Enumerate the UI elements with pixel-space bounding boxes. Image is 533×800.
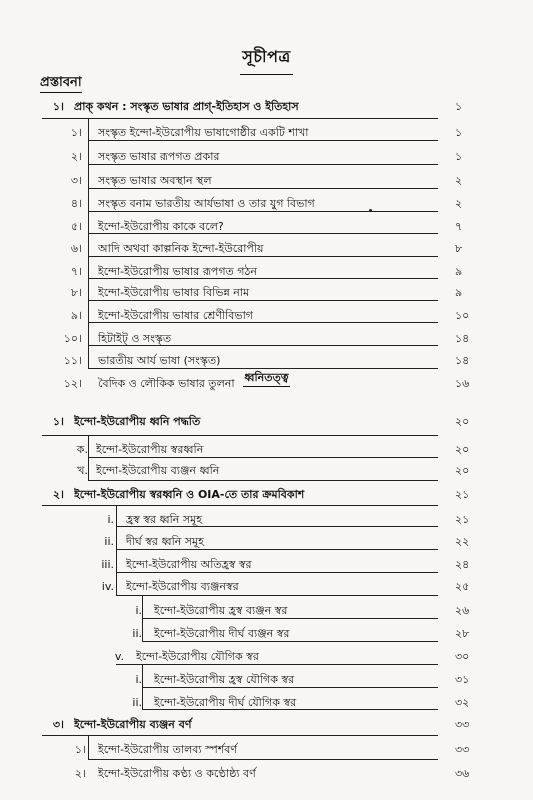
toc-entry-number: ২।	[70, 150, 82, 163]
toc-entry-number: ১।	[52, 415, 64, 428]
toc-entry-number: i.	[135, 673, 142, 686]
toc-entry-page: ৩৬	[455, 767, 470, 780]
toc-entry-number: ১১।	[63, 354, 82, 367]
toc-rule	[88, 211, 438, 212]
toc-entry-title: ইন্দো-ইউরোপীয় ভাষার বিভিন্ন নাম	[98, 286, 250, 299]
toc-rule	[142, 664, 143, 709]
toc-entry	[0, 413, 533, 431]
toc-entry-number: iv.	[101, 580, 114, 593]
toc-entry-title: ইন্দো-ইউরোপীয় কাকে বলে?	[98, 220, 224, 233]
toc-entry-number: ৮।	[70, 286, 82, 299]
toc-entry-number: ৬।	[70, 242, 82, 255]
toc-rule	[142, 595, 143, 641]
toc-rule	[116, 549, 438, 550]
toc-entry-page: ১৪	[455, 354, 470, 367]
toc-entry-title: ইন্দো-ইউরোপীয় ব্যঞ্জন ধ্বনি	[96, 464, 220, 477]
toc-rule	[88, 256, 438, 257]
section-heading-prelim: প্রস্তাবনা	[40, 73, 82, 94]
toc-entry-title: প্রাক্ কথন : সংস্কৃত ভাষার প্রাগ্-ইতিহাস ও ইতিহাস	[74, 100, 299, 113]
toc-entry-title: ইন্দো-ইউরোপীয় ভাষার রূপগত গঠন	[98, 265, 257, 278]
toc-entry-number: ২।	[52, 488, 64, 501]
toc-entry-number: ১।	[70, 126, 82, 139]
toc-rule	[88, 118, 89, 368]
toc-entry-title: ইন্দো-ইউরোপীয় তালব্য স্পর্শবর্ণ	[98, 743, 238, 756]
toc-entry	[0, 98, 533, 116]
toc-entry-page: ১	[455, 150, 463, 163]
toc-entry-page: ২৪	[455, 558, 470, 571]
toc-entry	[0, 578, 533, 596]
toc-rule	[116, 505, 117, 595]
toc-entry-number: ১।	[52, 100, 64, 113]
toc-entry-page: ৩৩	[455, 718, 470, 731]
toc-entry-number: v.	[114, 650, 124, 663]
toc-entry-page: ৮	[455, 242, 463, 255]
toc-entry-title: ইন্দো-ইউরোপীয় ব্যঞ্জন বর্ণ	[74, 718, 192, 731]
toc-rule	[88, 735, 89, 759]
toc-entry-number: ৫।	[70, 220, 82, 233]
toc-entry-number: ৪।	[70, 197, 82, 210]
toc-rule	[88, 140, 438, 141]
toc-rule	[88, 480, 438, 481]
toc-entry-number: iii.	[101, 558, 114, 571]
toc-entry-page: ১	[455, 100, 463, 113]
page-title: সূচীপত্র	[0, 44, 533, 75]
toc-entry-number: ii.	[132, 696, 142, 709]
toc-entry-page: ২৮	[455, 627, 470, 640]
toc-entry-title: ভারতীয় আর্য ভাষা (সংস্কৃত)	[98, 354, 221, 367]
toc-entry-page: ২০	[455, 415, 470, 428]
toc-entry-title: ইন্দো-ইউরোপীয় ধ্বনি পদ্ধতি	[74, 415, 201, 428]
toc-entry-title: ইন্দো-ইউরোপীয় কণ্ঠ্য ও কণ্ঠোষ্ঠ্য বর্ণ	[98, 767, 256, 780]
toc-rule	[88, 300, 438, 301]
toc-entry-number: ১।	[74, 743, 86, 756]
toc-entry-page: ২০	[455, 464, 470, 477]
toc-entry-title: ইন্দো-ইউরোপীয় দীর্ঘ যৌগিক স্বর	[154, 696, 297, 709]
toc-entry-number: ১০।	[63, 332, 82, 345]
toc-rule	[88, 457, 438, 458]
toc-rule	[42, 435, 438, 436]
toc-entry-number: ৩।	[52, 718, 64, 731]
toc-rule	[142, 641, 438, 642]
toc-entry-number: ii.	[104, 535, 114, 548]
toc-rule	[116, 595, 438, 596]
toc-rule	[88, 233, 438, 234]
toc-rule	[142, 618, 438, 619]
toc-entry-number: ক.	[76, 443, 88, 456]
toc-entry-title: ইন্দো-ইউরোপীয় স্বরধ্বনি	[96, 443, 204, 456]
toc-rule	[42, 735, 438, 736]
toc-entry-page: ২৬	[455, 604, 470, 617]
toc-entry	[0, 486, 533, 504]
toc-rule	[142, 687, 438, 688]
toc-entry-page: ২১	[455, 488, 470, 501]
toc-entry-number: খ.	[77, 464, 88, 477]
toc-entry-page: ৩১	[455, 673, 470, 686]
toc-entry-page: ১৬	[455, 377, 470, 390]
toc-entry	[0, 765, 533, 783]
toc-entry-number: i.	[135, 604, 142, 617]
toc-entry-title: ইন্দো-ইউরোপীয় হ্রস্ব যৌগিক স্বর	[154, 673, 295, 686]
toc-entry-title: ইন্দো-ইউরোপীয় দীর্ঘ ব্যঞ্জন স্বর	[154, 627, 290, 640]
toc-entry-page: ৩০	[455, 650, 470, 663]
toc-entry-number: i.	[107, 513, 114, 526]
toc-entry-title: হিটাইট্ ও সংস্কৃত	[98, 332, 172, 345]
toc-entry-number: ৭।	[70, 265, 82, 278]
toc-rule	[88, 759, 438, 760]
toc-entry-title: সংস্কৃত বনাম ভারতীয় আর্যভাষা ও তার যুগ বিভাগ	[98, 197, 315, 210]
toc-rule	[88, 164, 438, 165]
toc-entry-page: ১	[455, 126, 463, 139]
toc-rule	[88, 322, 438, 323]
toc-rule	[88, 368, 438, 369]
toc-entry-page: ১০	[455, 309, 470, 322]
toc-entry-title: দীর্ঘ স্বর ধ্বনি সমূহ	[126, 535, 204, 548]
toc-entry	[0, 462, 533, 480]
toc-entry-title: ইন্দো-ইউরোপীয় ভাষার শ্রেণীবিভাগ	[98, 309, 253, 322]
toc-rule	[88, 188, 438, 189]
toc-entry-number: ২।	[74, 767, 86, 780]
toc-entry-title: ইন্দো-ইউরোপীয় যৌগিক স্বর	[136, 650, 259, 663]
toc-entry	[0, 716, 533, 734]
toc-rule	[88, 278, 438, 279]
toc-entry-number: ১২।	[63, 377, 82, 390]
toc-entry-page: ২৫	[455, 580, 470, 593]
toc-entry-page: ৩২	[455, 696, 470, 709]
toc-entry-page: ৩৩	[455, 743, 470, 756]
toc-entry-page: ১৪	[455, 332, 470, 345]
toc-entry-title: সংস্কৃত ভাষার অবস্থান স্থল	[98, 174, 212, 187]
toc-entry-title: ইন্দো-ইউরোপীয় অতিহ্রস্ব স্বর	[126, 558, 252, 571]
toc-entry-page: ৯	[455, 286, 463, 299]
toc-entry-title: সংস্কৃত ভাষার রূপগত প্রকার	[98, 150, 220, 163]
toc-rule	[88, 435, 89, 480]
toc-entry-page: ২	[455, 197, 463, 210]
toc-entry-title: ইন্দো-ইউরোপীয় ব্যঞ্জনস্বর	[126, 580, 239, 593]
toc-entry-page: ৭	[455, 220, 463, 233]
section-heading-phonology: ধ্বনিতত্ত্ব	[0, 369, 533, 388]
toc-entry-number: ৩।	[70, 174, 82, 187]
toc-entry-title: ইন্দো-ইউরোপীয় স্বরধ্বনি ও OIA-তে তার ক্রমবিকাশ	[74, 488, 305, 501]
toc-rule	[42, 505, 438, 506]
toc-entry-page: ২১	[455, 513, 470, 526]
toc-entry-number: ৯।	[70, 309, 82, 322]
toc-rule	[116, 526, 438, 527]
toc-entry-number: ii.	[132, 627, 142, 640]
toc-entry-title: আদি অথবা কাল্পনিক ইন্দো-ইউরোপীয়	[98, 242, 264, 255]
toc-rule	[88, 118, 438, 119]
toc-rule	[142, 709, 438, 710]
toc-entry-title: সংস্কৃত ইন্দো-ইউরোপীয় ভাষাগোষ্ঠীর একটি শাখা	[98, 126, 309, 139]
toc-entry	[0, 375, 533, 393]
toc-rule	[116, 572, 438, 573]
toc-entry-page: ২০	[455, 443, 470, 456]
toc-entry-title: বৈদিক ও লৌকিক ভাষার তুলনা	[98, 377, 235, 390]
toc-entry	[0, 741, 533, 759]
toc-entry-page: ২২	[455, 535, 470, 548]
toc-entry-page: ২	[455, 174, 463, 187]
toc-entry-page: ৯	[455, 265, 463, 278]
toc-entry-title: হ্রস্ব স্বর ধ্বনি সমূহ	[126, 513, 202, 526]
toc-entry-title: ইন্দো-ইউরোপীয় হ্রস্ব ব্যঞ্জন স্বর	[154, 604, 288, 617]
toc-rule	[88, 345, 438, 346]
toc-rule	[116, 664, 438, 665]
